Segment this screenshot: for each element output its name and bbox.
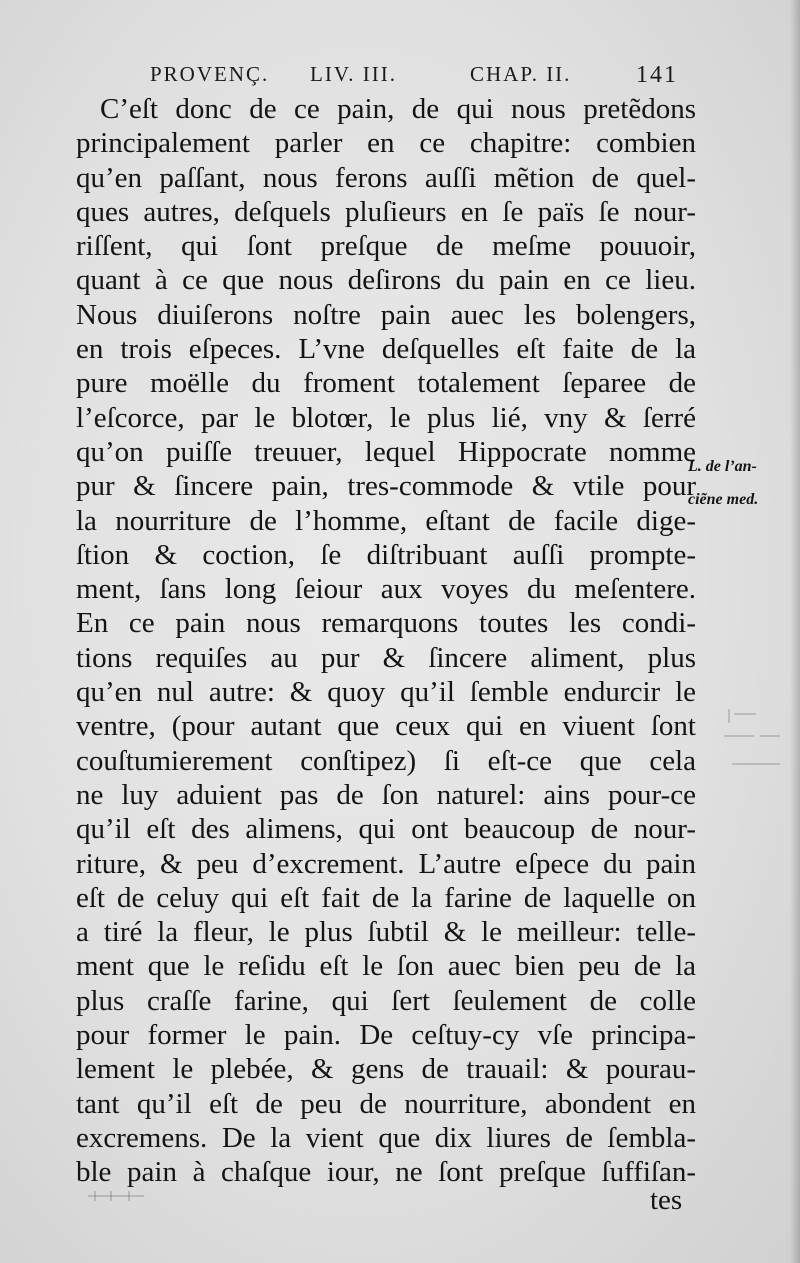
text-line: quant à ce que nous deſirons du pain en ce lieu. bbox=[76, 264, 696, 297]
text-line: pur & ſincere pain, tres-commode & vtile pour bbox=[76, 470, 696, 503]
running-head-book: LIV. III. bbox=[310, 62, 398, 86]
body-text bbox=[76, 92, 696, 1190]
page-edge-shadow bbox=[790, 0, 800, 1263]
text-line: Nous diuiſerons noſtre pain auec les bolengers, bbox=[76, 298, 696, 331]
show-through-marks bbox=[718, 705, 796, 793]
text-line: a tiré la fleur, le plus ſubtil & le meilleur: telle- bbox=[76, 916, 696, 949]
text-line: C’eſt donc de ce pain, de qui nous pretẽdons bbox=[100, 93, 696, 125]
text-line: ques autres, deſquels pluſieurs en ſe païs ſe nour- bbox=[76, 195, 696, 228]
text-line: ſtion & coction, ſe diſtribuant auſſi prompte- bbox=[76, 538, 696, 571]
text-line: qu’en paſſant, nous ferons auſſi mẽtion de quel- bbox=[76, 161, 696, 194]
text-line: l’eſcorce, par le blotœr, le plus lié, vny & ſerré bbox=[76, 401, 696, 434]
running-head-chapter: CHAP. II. bbox=[470, 62, 572, 86]
text-line: tions requiſes au pur & ſincere aliment, plus bbox=[76, 641, 696, 674]
text-line: plus craſſe farine, qui ſert ſeulement de colle bbox=[76, 984, 696, 1017]
text-line: ble pain à chaſque iour, ne ſont preſque ſuffiſan- bbox=[76, 1156, 696, 1189]
text-line: tant qu’il eſt de peu de nourriture, abondent en bbox=[76, 1087, 696, 1120]
text-line: riſſent, qui ſont preſque de meſme pouuoir, bbox=[76, 230, 696, 263]
text-line: ment que le reſidu eſt le ſon auec bien peu de la bbox=[76, 950, 696, 983]
show-through-marks bbox=[88, 1187, 148, 1215]
text-line: ne luy aduient pas de ſon naturel: ains pour-ce bbox=[76, 778, 696, 811]
text-line: lement le plebée, & gens de trauail: & pourau- bbox=[76, 1053, 696, 1086]
text-line: la nourriture de l’homme, eſtant de facile dige- bbox=[76, 504, 696, 537]
page-number: 141 bbox=[636, 62, 678, 88]
text-line: excremens. De la vient que dix liures de ſembla- bbox=[76, 1121, 696, 1154]
running-head-title: PROVENÇ. bbox=[150, 62, 270, 86]
text-line: couſtumierement conſtipez) ſi eſt-ce que cela bbox=[76, 744, 696, 777]
show-through-glyphs bbox=[88, 1187, 148, 1207]
marginal-note-line: L. de l’an- bbox=[688, 458, 757, 475]
text-line: principalement parler en ce chapitre: combien bbox=[76, 127, 696, 160]
text-line: ventre, (pour autant que ceux qui en viuent ſont bbox=[76, 710, 696, 743]
text-line: eſt de celuy qui eſt fait de la farine de laquelle on bbox=[76, 881, 696, 914]
text-line: pure moëlle du froment totalement ſeparee de bbox=[76, 367, 696, 400]
text-line: qu’en nul autre: & quoy qu’il ſemble endurcir le bbox=[76, 676, 696, 709]
show-through-glyphs bbox=[718, 705, 796, 785]
text-line: qu’on puiſſe treuuer, lequel Hippocrate nomme bbox=[76, 435, 696, 468]
text-line: En ce pain nous remarquons toutes les condi- bbox=[76, 607, 696, 640]
text-line: ment, ſans long ſeiour aux voyes du meſentere. bbox=[76, 573, 696, 606]
running-head bbox=[150, 62, 690, 92]
marginal-note bbox=[688, 450, 798, 516]
text-line: qu’il eſt des alimens, qui ont beaucoup de nour- bbox=[76, 813, 696, 846]
catchword: tes bbox=[650, 1184, 683, 1216]
text-line: en trois eſpeces. L’vne deſquelles eſt faite de la bbox=[76, 333, 696, 366]
marginal-note-line: ciẽne med. bbox=[688, 491, 759, 508]
text-line: pour former le pain. De ceſtuy-cy vſe principa- bbox=[76, 1019, 696, 1052]
text-line: riture, & peu d’excrement. L’autre eſpece du pain bbox=[76, 847, 696, 880]
